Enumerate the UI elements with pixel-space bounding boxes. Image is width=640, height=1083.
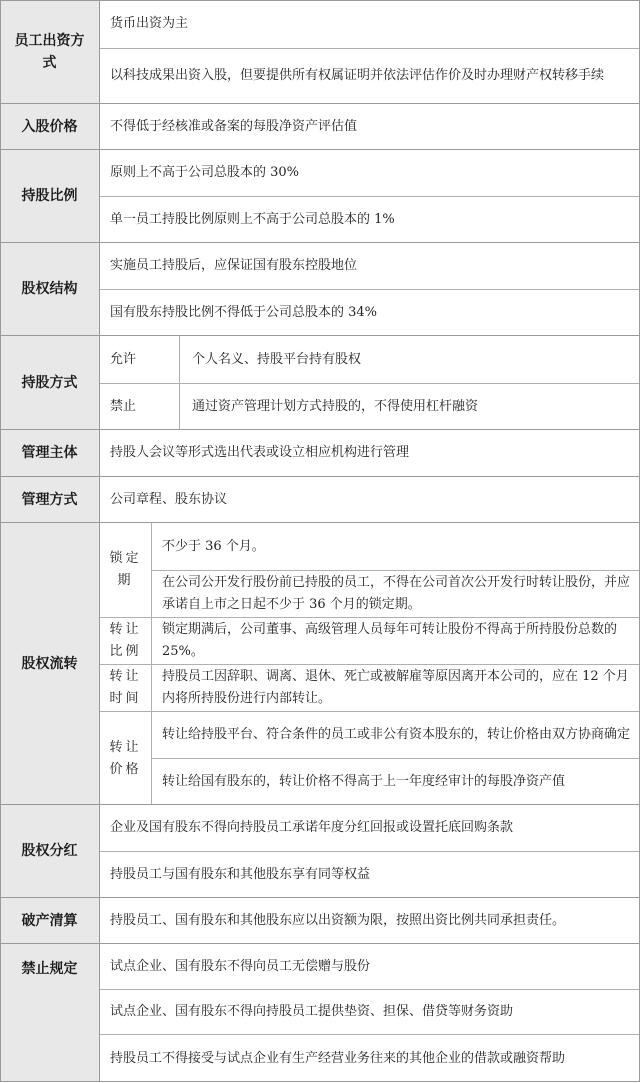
cell-text: 持股人会议等形式选出代表或设立相应机构进行管理 [110,445,410,460]
cell-text: 单一员工持股比例原则上不高于公司总股本的 1% [100,196,640,242]
row-prohibitions [0,943,640,1082]
cell-text: 以科技成果出资入股，但要提供所有权属证明并依法评估作价及时办理财产权转移手续 [100,48,640,103]
row-label: 持股方式 [0,336,100,429]
cell-text: 试点企业、国有股东不得向持股员工提供垫资、担保、借贷等财务资助 [100,989,640,1034]
ratio-label: 转让比例 [100,617,152,664]
allowed-label: 允许 [100,336,180,383]
row-dividend [0,804,640,897]
row-holding-ratio [0,149,640,242]
cell-text: 持股员工不得接受与试点企业有生产经营业务往来的其他企业的借款或融资帮助 [100,1034,640,1083]
price-text-1: 转让给持股平台、符合条件的员工或非公有资本股东的，转让价格由双方协商确定 [152,711,640,758]
cell-text: 持股员工与国有股东和其他股东享有同等权益 [100,851,640,897]
time-text: 持股员工因辞职、调离、退休、死亡或被解雇等原因离开本公司的，应在 12 个月内将所持股份进行内部转让。 [152,664,640,711]
cell-text: 原则上不高于公司总股本的 30% [110,165,300,180]
row-holding-method [0,335,640,429]
lockup-text-1: 不少于 36 个月。 [162,538,265,554]
row-label: 入股价格 [0,104,100,149]
cell-text: 公司章程、股东协议 [110,491,228,507]
row-label: 股权分红 [0,805,100,897]
cell-text: 不得低于经核准或备案的每股净资产评估值 [110,118,358,134]
row-bankruptcy [0,897,640,943]
price-label: 转让价格 [100,711,152,805]
price-text-2: 转让给国有股东的，转让价格不得高于上一年度经审计的每股净资产值 [152,758,640,805]
allowed-text: 个人名义、持股平台持有股权 [192,351,362,367]
allowed-row [100,336,640,383]
row-staff-capital [0,0,640,103]
cell-text: 企业及国有股东不得向持股员工承诺年度分红回报或设置托底回购条款 [110,820,514,835]
row-share-price [0,103,640,149]
row-equity-structure [0,242,640,335]
cell-text: 试点企业、国有股东不得向员工无偿赠与股份 [110,958,371,974]
forbidden-text: 通过资产管理计划方式持股的，不得使用杠杆融资 [192,399,479,414]
lockup-label: 锁定期 [100,523,152,617]
row-label: 破产清算 [0,898,100,943]
cell-text: 货币出资为主 [110,16,189,31]
cell-text: 国有股东持股比例不得低于公司总股本的 34% [100,289,640,335]
row-label: 员工出资方式 [0,0,100,103]
time-label: 转让时间 [100,664,152,711]
row-label: 持股比例 [0,150,100,242]
cell-text: 实施员工持股后，应保证国有股东控股地位 [110,258,358,273]
row-label: 禁止规定 [0,944,100,1082]
ratio-text: 锁定期满后，公司董事、高级管理人员每年可转让股份不得高于所持股份总数的 25%。 [152,617,640,664]
row-label: 管理方式 [0,477,100,522]
cell-text: 持股员工、国有股东和其他股东应以出资额为限，按照出资比例共同承担责任。 [110,912,566,928]
lockup-text-2: 在公司公开发行股份前已持股的员工，不得在公司首次公开发行时转让股份，并应承诺自上市之日起不少于 36 个月的锁定期。 [152,570,640,617]
row-label: 股权结构 [0,243,100,335]
forbidden-label: 禁止 [100,384,180,430]
row-mgmt-method [0,476,640,522]
row-mgmt-subject [0,429,640,476]
row-equity-transfer [0,522,640,804]
row-label: 管理主体 [0,430,100,476]
row-label: 股权流转 [0,523,100,804]
forbidden-row [100,383,640,430]
